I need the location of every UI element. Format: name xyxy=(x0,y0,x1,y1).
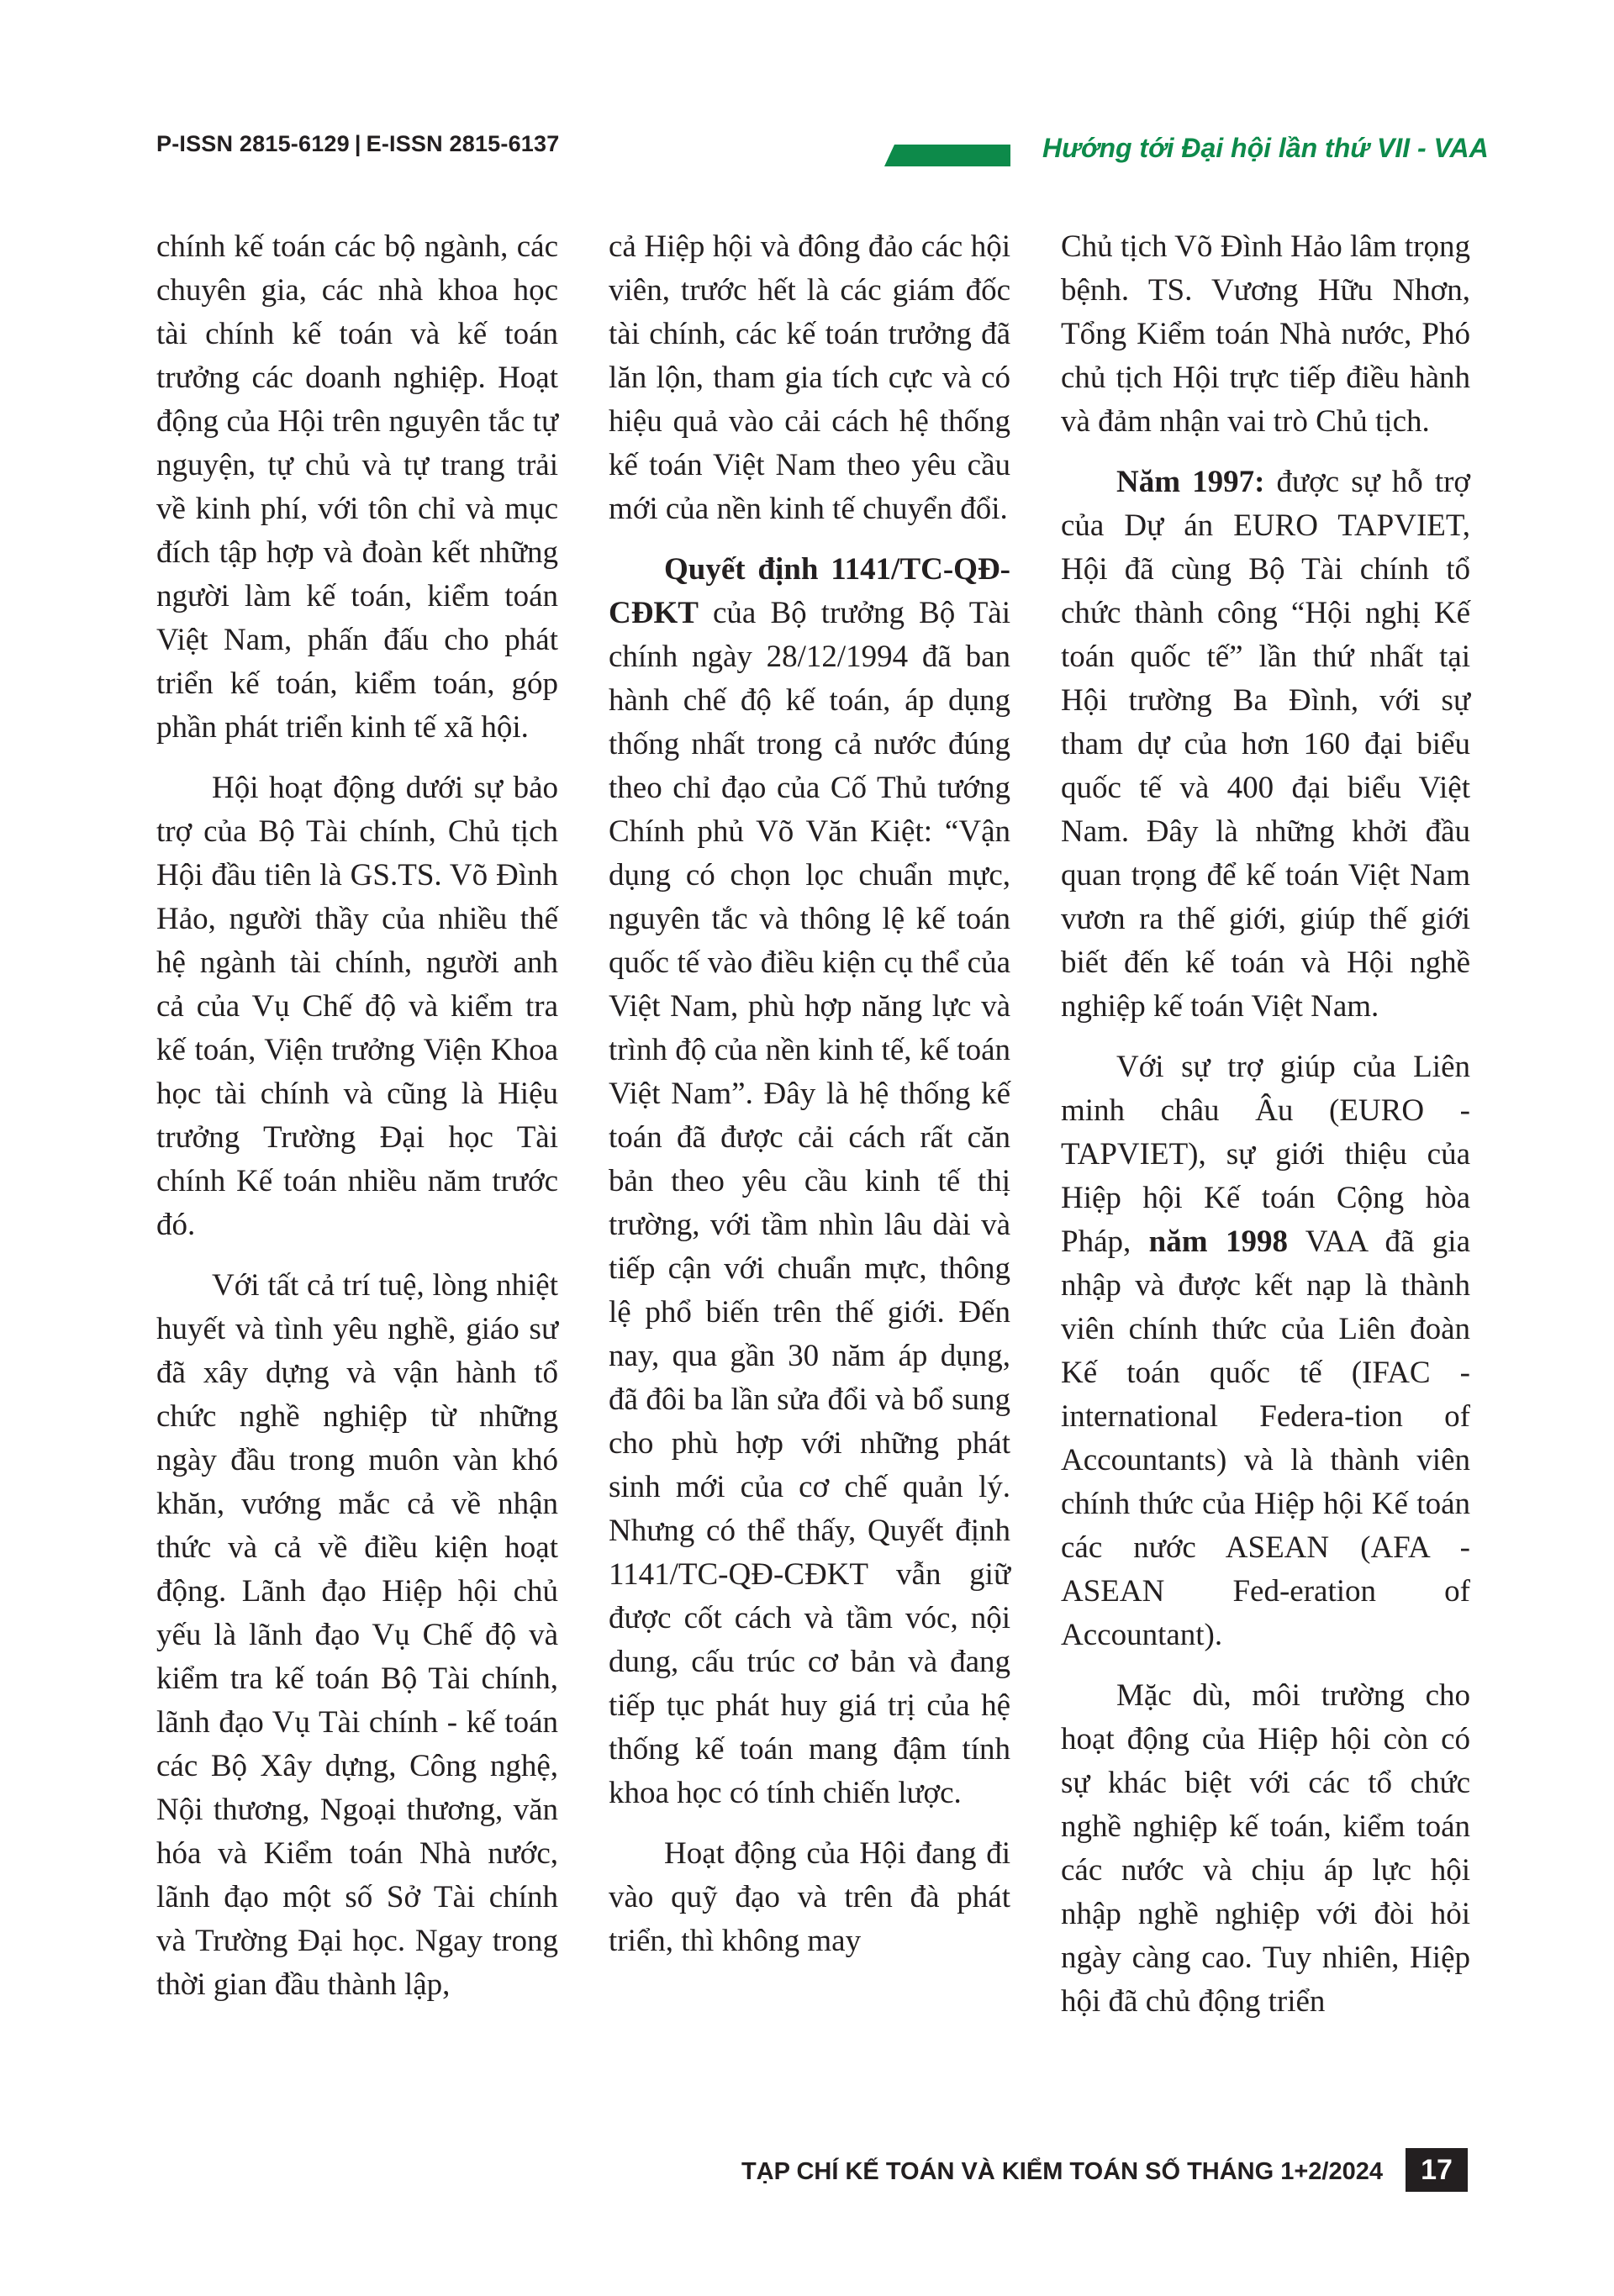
issn-separator: | xyxy=(354,131,361,156)
paragraph: Với tất cả trí tuệ, lòng nhiệt huyết và tình yêu nghề, giáo sư đã xây dựng và vận hành tổ chức nghề nghiệp từ những ngày đầu trong muôn vàn khó khăn, vướng mắc cả về nhận thức và cả về điều kiện hoạt động. Lãnh đạo Hiệp hội chủ yếu là lãnh đạo Vụ Chế độ và kiểm tra kế toán Bộ Tài chính, lãnh đạo Vụ Tài chính - kế toán các Bộ Xây dựng, Công nghệ, Nội thương, Ngoại thương, văn hóa và Kiểm toán Nhà nước, lãnh đạo một số Sở Tài chính và Trường Đại học. Ngay trong thời gian đầu thành lập, xyxy=(156,1268,558,2002)
article-column-2 xyxy=(609,225,1010,1963)
article-column-1 xyxy=(156,225,558,2007)
page-number: 17 xyxy=(1406,2148,1468,2192)
paragraph-text: của Bộ trưởng Bộ Tài chính ngày 28/12/1994 đã ban hành chế độ kế toán, áp dụng thống nhất trong cả nước đúng theo chỉ đạo của Cố Thủ tướng Chính phủ Võ Văn Kiệt: “Vận dụng có chọn lọc chuẩn mực, nguyên tắc và thông lệ kế toán quốc tế vào điều kiện cụ thể của Việt Nam, phù hợp năng lực và trình độ của nền kinh tế, kế toán Việt Nam”. Đây là hệ thống kế toán đã được cải cách rất căn bản theo yêu cầu kinh tế thị trường, với tầm nhìn lâu dài và tiếp cận với chuẩn mực, thông lệ phổ biến trên thế giới. Đến nay, qua gần 30 năm áp dụng, đã đôi ba lần sửa đổi và bổ sung cho phù hợp với những phát sinh mới của cơ chế quản lý. Nhưng có thể thấy, Quyết định 1141/TC-QĐ-CĐKT vẫn giữ được cốt cách và tầm vóc, nội dung, cấu trúc cơ bản và đang tiếp tục phát huy giá trị của hệ thống kế toán mang đậm tính khoa học có tính chiến lược. xyxy=(609,596,1010,1810)
issn-line xyxy=(156,131,559,157)
bold-lead-decision: Quyết định 1141/TC-QĐ-CĐKT xyxy=(609,552,1010,630)
page-header xyxy=(0,126,1614,176)
paragraph: Hội hoạt động dưới sự bảo trợ của Bộ Tài chính, Chủ tịch Hội đầu tiên là GS.TS. Võ Đình Hảo, người thầy của nhiều thế hệ ngành tài chính, người anh cả của Vụ Chế độ và kiểm tra kế toán, Viện trưởng Viện Khoa học tài chính và cũng là Hiệu trưởng Trường Đại học Tài chính Kế toán nhiều năm trước đó. xyxy=(156,771,558,1242)
header-accent-bar xyxy=(884,145,1010,166)
bold-lead-year-1997: Năm 1997: xyxy=(1116,465,1265,499)
article-column-3 xyxy=(1061,225,1470,2024)
paragraph: cả Hiệp hội và đông đảo các hội viên, trước hết là các giám đốc tài chính, các kế toán trưởng đã lăn lộn, tham gia tích cực và có hiệu quả vào cải cách hệ thống kế toán Việt Nam theo yêu cầu mới của nền kinh tế chuyển đổi. xyxy=(609,229,1010,526)
header-tagline: Hướng tới Đại hội lần thứ VII - VAA xyxy=(1042,133,1489,163)
paragraph xyxy=(1061,1045,1470,1657)
e-issn: E-ISSN 2815-6137 xyxy=(366,131,560,156)
paragraph: Mặc dù, môi trường cho hoạt động của Hiệp hội còn có sự khác biệt với các tổ chức nghề nghiệp kế toán, kiểm toán các nước và chịu áp lực hội nhập nghề nghiệp với đòi hỏi ngày càng cao. Tuy nhiên, Hiệp hội đã chủ động triển xyxy=(1061,1678,1470,2019)
paragraph-text: Với sự trợ giúp của Liên minh châu Âu (EURO - TAPVIET), sự giới thiệu của Hiệp hội Kế toán Cộng hòa Pháp, xyxy=(1061,1050,1470,1259)
bold-year-1998: năm 1998 xyxy=(1148,1224,1288,1259)
p-issn: P-ISSN 2815-6129 xyxy=(156,131,350,156)
paragraph-text: được sự hỗ trợ của Dự án EURO TAPVIET, Hội đã cùng Bộ Tài chính tổ chức thành công “Hội nghị Kế toán quốc tế” lần thứ nhất tại Hội trường Ba Đình, với sự tham dự của hơn 160 đại biểu quốc tế và 400 đại biểu Việt Nam. Đây là những khởi đầu quan trọng để kế toán Việt Nam vươn ra thế giới, giúp thế giới biết đến kế toán và Hội nghề nghiệp kế toán Việt Nam. xyxy=(1061,465,1470,1024)
paragraph: Hoạt động của Hội đang đi vào quỹ đạo và trên đà phát triển, thì không may xyxy=(609,1836,1010,1958)
paragraph xyxy=(1061,461,1470,1029)
journal-footer-title: TẠP CHÍ KẾ TOÁN VÀ KIỂM TOÁN SỐ THÁNG 1+2/2024 xyxy=(741,2158,1383,2185)
paragraph-text: VAA đã gia nhập và được kết nạp là thành viên chính thức của Liên đoàn Kế toán quốc tế (IFAC - international Federa-tion of Accountants) và là thành viên chính thức của Hiệp hội Kế toán các nước ASEAN (AFA - ASEAN Fed-eration of Accountant). xyxy=(1061,1224,1470,1652)
paragraph: Chủ tịch Võ Đình Hảo lâm trọng bệnh. TS. Vương Hữu Nhơn, Tổng Kiểm toán Nhà nước, Phó chủ tịch Hội trực tiếp điều hành và đảm nhận vai trò Chủ tịch. xyxy=(1061,229,1470,439)
paragraph: chính kế toán các bộ ngành, các chuyên gia, các nhà khoa học tài chính kế toán và kế toán trưởng các doanh nghiệp. Hoạt động của Hội trên nguyên tắc tự nguyện, tự chủ và tự trang trải về kinh phí, với tôn chỉ và mục đích tập hợp và đoàn kết những người làm kế toán, kiểm toán Việt Nam, phấn đấu cho phát triển kế toán, kiểm toán, góp phần phát triển kinh tế xã hội. xyxy=(156,229,558,745)
paragraph xyxy=(609,548,1010,1815)
